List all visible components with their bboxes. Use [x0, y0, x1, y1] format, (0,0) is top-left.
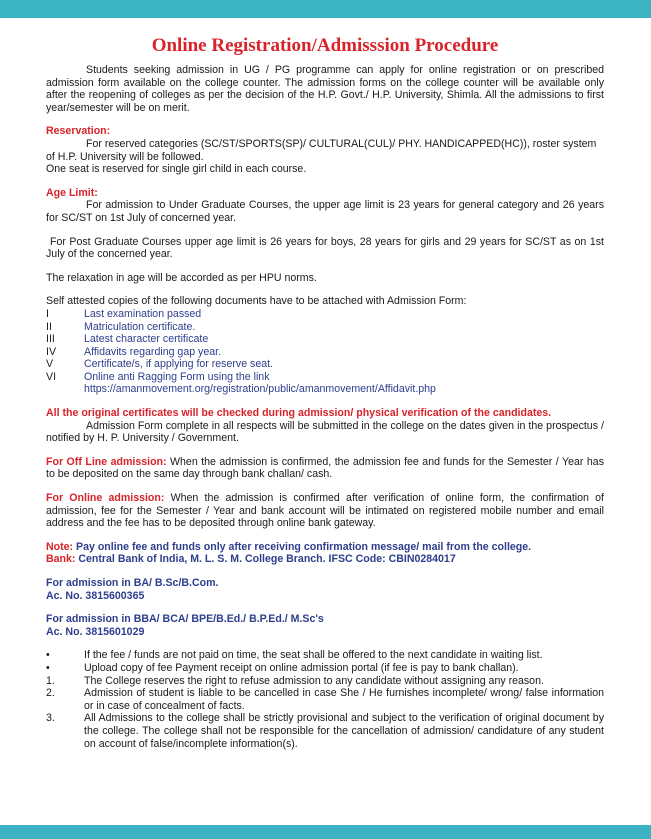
originals-warning: All the original certificates will be checked during admission/ physical verification of the candidates.: [46, 407, 552, 420]
top-band: [0, 0, 651, 18]
online-text: When the admission is confirmed after verification of online form, the confirmation of admission, fee for the Semester / Year and bank account will be intimated on registered mobile number and email address and the fee has to be deposited through online bank gateway.: [46, 492, 605, 530]
bank-label: Bank:: [46, 553, 76, 566]
rule-item: 1. The College reserves the right to refuse admission to any candidate without assigning any reason.: [46, 674, 544, 687]
account-number-ba: Ac. No. 3815600365: [46, 589, 145, 602]
account-number-bba: Ac. No. 3815601029: [46, 625, 145, 638]
rule-item: • Upload copy of fee Payment receipt on online admission portal (if fee is pay to bank challan).: [46, 661, 519, 674]
age-relaxation-text: The relaxation in age will be accorded as per HPU norms.: [46, 271, 317, 284]
account-label-bba: For admission in BBA/ BCA/ BPE/B.Ed./ B.P.Ed./ M.Sc's: [46, 613, 324, 626]
rule-item: • If the fee / funds are not paid on time, the seat shall be offered to the next candidate in waiting list.: [46, 649, 543, 662]
note-label: Note:: [46, 540, 74, 553]
rule-item: 3. All Admissions to the college shall be strictly provisional and subject to the verification of original document by the college. The college shall not be responsible for the cancellation of admission/ candidature of any student on account of false/incomplete information(s).: [46, 712, 604, 750]
rule-item: 2. Admission of student is liable to be cancelled in case She / He furnishes incomplete/ wrong/ false information or in case of concealment of facts.: [46, 687, 604, 712]
online-admission-paragraph: [46, 492, 604, 530]
online-label: For Online admission:: [46, 492, 165, 505]
bank-text: Central Bank of India, M. L. S. M. College Branch. IFSC Code: CBIN0284017: [75, 553, 456, 566]
offline-admission-paragraph: [46, 456, 604, 481]
bottom-band: [0, 825, 651, 839]
page-title: Online Registration/Admisssion Procedure: [151, 35, 499, 56]
offline-label: For Off Line admission:: [46, 455, 167, 468]
bank-details: [46, 553, 604, 566]
document-item: V Certificate/s, if applying for reserve seat.: [46, 358, 274, 371]
single-girl-seat-text: One seat is reserved for single girl child in each course.: [46, 163, 307, 176]
reservation-text: For reserved categories (SC/ST/SPORTS(SP)/ CULTURAL(CUL)/ PHY. HANDICAPPED(HC)), roster system of H.P. University will be followed.: [46, 137, 597, 163]
offline-text: When the admission is confirmed, the admission fee and funds for the Semester / Year has to be deposited on the same day through bank challan/ cash.: [46, 455, 604, 481]
reservation-heading: Reservation:: [46, 125, 111, 138]
documents-list: [46, 308, 604, 396]
document-item: VI Online anti Ragging Form using the link: [46, 370, 270, 383]
documents-intro: Self attested copies of the following documents have to be attached with Admission Form:: [46, 295, 467, 308]
document-item: III Latest character certificate: [46, 333, 209, 346]
age-limit-heading: Age Limit:: [46, 186, 98, 199]
payment-note: [46, 541, 604, 554]
submission-text: Admission Form complete in all respects will be submitted in the college on the dates given in the prospectus / notified by H. P. University / Government.: [46, 419, 604, 445]
pg-age-text: For Post Graduate Courses upper age limit is 26 years for boys, 28 years for girls and 29 years for SC/ST as on 1st July of the concerned year.: [46, 235, 604, 261]
document-item: I Last examination passed: [46, 307, 202, 320]
document-item: IV Affidavits regarding gap year.: [46, 345, 222, 358]
anti-ragging-link[interactable]: https://amanmovement.org/registration/public/amanmovement/Affidavit.php: [84, 383, 436, 396]
ug-age-text: For admission to Under Graduate Courses, the upper age limit is 23 years for general category and 26 years for SC/ST on 1st July of concerned year.: [46, 199, 604, 224]
note-text: Pay online fee and funds only after receiving confirmation message/ mail from the college.: [73, 540, 532, 553]
account-label-ba: For admission in BA/ B.Sc/B.Com.: [46, 577, 219, 589]
document-item: II Matriculation certificate.: [46, 320, 196, 333]
document-page: [46, 34, 604, 750]
intro-paragraph: Students seeking admission in UG / PG programme can apply for online registration or on prescribed admission form available on the college counter. The admission forms on the college counter will be available only after the reopening of colleges as per the decision of the H.P. Govt./ H.P. University, Shimla. All the admissions to first year/semester will be on merit.: [46, 64, 604, 114]
